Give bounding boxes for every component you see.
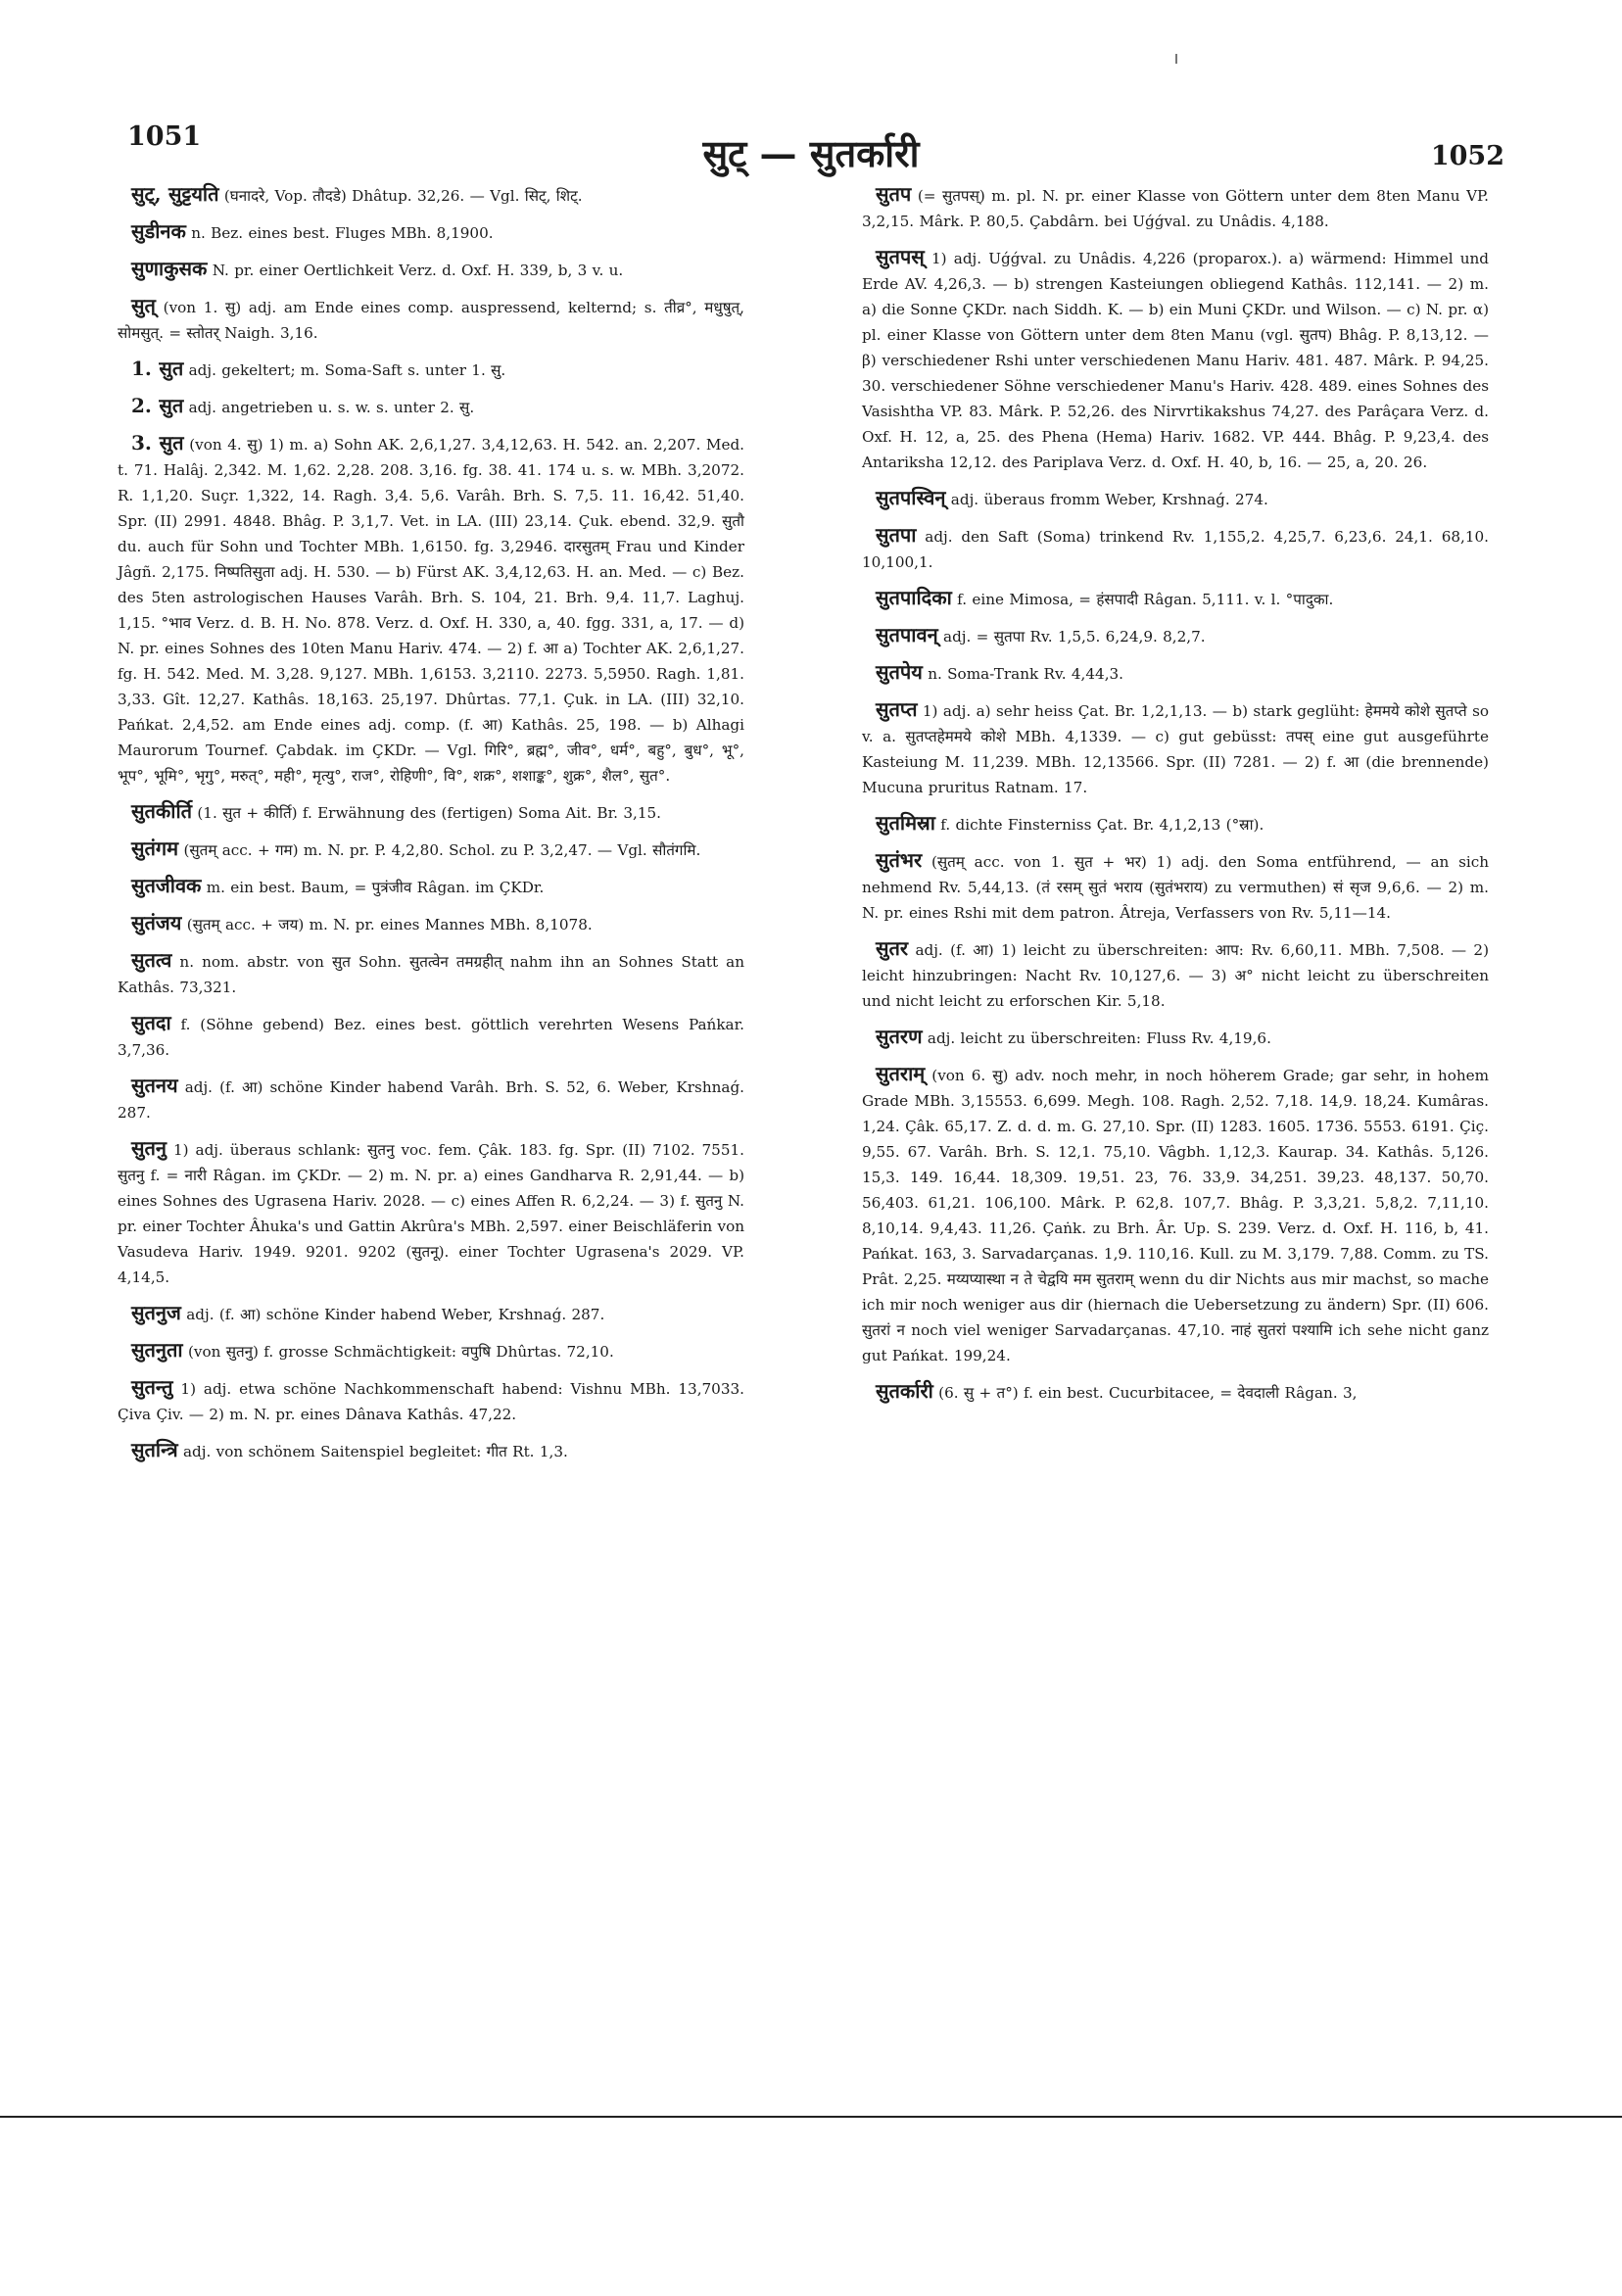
dictionary-entry [862, 585, 1489, 612]
dictionary-entry [118, 430, 744, 789]
right-column [862, 181, 1489, 1415]
entry-headword: सुतनय [131, 1074, 178, 1097]
entry-text: adj. von schönem Saitenspiel begleitet: गीत Rt. 1,3. [182, 1443, 568, 1460]
bottom-rule [0, 2116, 1622, 2118]
dictionary-entry [862, 1024, 1489, 1051]
dictionary-entry [862, 485, 1489, 512]
dictionary-entry [118, 798, 744, 826]
entry-headword: सुतनुज [131, 1301, 181, 1324]
entry-headword: 1. सुत [131, 357, 184, 380]
entry-headword: सुतनु [131, 1136, 167, 1160]
entry-text: (= सुतपस्) m. pl. N. pr. einer Klasse von Göttern unter dem 8ten Manu VP. 3,2,15. Mârk. P. 80,5. Çabdârn. bei Uǵǵval. zu Unâdis. 4,188. [862, 187, 1490, 230]
dictionary-entry [118, 836, 744, 863]
entry-text: adj. leicht zu überschreiten: Fluss Rv. 4,19,6. [927, 1029, 1271, 1047]
dictionary-entry [118, 1374, 744, 1427]
entry-headword: सुतर [876, 936, 909, 960]
entry-headword: सुतराम् [876, 1062, 926, 1085]
dictionary-entry [862, 181, 1489, 234]
dictionary-entry [118, 1135, 744, 1290]
entry-headword: सुतंभर [876, 848, 923, 872]
dictionary-entry [862, 696, 1489, 800]
dictionary-entry [118, 181, 744, 209]
page-header [118, 108, 1504, 176]
dictionary-entry [118, 1300, 744, 1327]
dictionary-entry [118, 947, 744, 1000]
entry-text: (घनादरे, Vop. तौदडे) Dhâtup. 32,26. — Vgl. सिट्, शिट्. [223, 187, 583, 205]
entry-text: f. (Söhne gebend) Bez. eines best. göttlich verehrten Wesens Pańkar. 3,7,36. [118, 1016, 744, 1059]
entry-headword: 2. सुत [131, 394, 184, 417]
entry-text: n. Soma-Trank Rv. 4,44,3. [928, 665, 1124, 683]
dictionary-entry [118, 256, 744, 283]
entry-headword: सुतन्त्रि [131, 1438, 178, 1461]
entry-text: 1) adj. a) sehr heiss Çat. Br. 1,2,1,13. — b) stark geglüht: हेममये कोशे सुतप्ते so v. a. सुतप्तहेममये कोशे MBh. 4,1339. — c) gut gebüsst: तपस् eine gut ausgeführte Kasteiung M. 11,239. MBh. 12,13566. Spr. (II) 7281. — 2) f. आ (die brennende) Mucuna pruritus Ratnam. 17. [862, 702, 1490, 796]
dictionary-entry [118, 873, 744, 900]
dictionary-entry [118, 1337, 744, 1364]
entry-text: adj. (f. आ) schöne Kinder habend Weber, Krshnaǵ. 287. [186, 1306, 605, 1323]
entry-text: adj. überaus fromm Weber, Krshnaǵ. 274. [950, 491, 1268, 508]
entry-text: 1) adj. Uǵǵval. zu Unâdis. 4,226 (proparox.). a) wärmend: Himmel und Erde AV. 4,26,3. — b) strengen Kasteiungen obliegend Kathâs. 112,141. — 2) m. a) die Sonne ÇKDr. nach Siddh. K. — b) ein Muni ÇKDr. und Wilson. — c) N. pr. α) pl. einer Klasse von Göttern unter dem 8ten Manu (vgl. सुतप) Bhâg. P. 8,13,12. — β) verschiedener Rshi unter verschiedenen Manu Hariv. 481. 487. Mârk. P. 94,25. 30. verschiedener Söhne verschiedener Manu's Hariv. 428. 489. eines Sohnes des Vasishtha VP. 83. Mârk. P. 52,26. des Nirvrtikakshus 74,27. des Parâçara Verz. d. Oxf. H. 12, a, 25. des Phena (Hema) Hariv. 1682. VP. 444. Bhâg. P. 9,23,4. des Antariksha 12,12. des Pariplava Verz. d. Oxf. H. 40, b, 16. — 25, a, 20. 26. [862, 250, 1490, 471]
dictionary-entry [862, 810, 1489, 837]
entry-text: N. pr. einer Oertlichkeit Verz. d. Oxf. H. 339, b, 3 v. u. [212, 262, 624, 279]
entry-headword: सुणाकुसक [131, 257, 208, 280]
entry-headword: सुतरण [876, 1025, 923, 1048]
entry-headword: सुतनुता [131, 1338, 183, 1362]
entry-text: adj. angetrieben u. s. w. s. unter 2. सु. [188, 399, 475, 416]
entry-text: (von 4. सु) 1) m. a) Sohn AK. 2,6,1,27. 3,4,12,63. H. 542. an. 2,207. Med. t. 71. Halâj. 2,342. M. 1,62. 2,28. 208. 3,16. fg. 38. 41. 174 u. s. w. MBh. 3,2072. R. 1,1,20. Suçr. 1,322, 14. Ragh. 3,4. 5,6. Varâh. Brh. S. 7,5. 11. 16,42. 51,40. Spr. (II) 2991. 4848. Bhâg. P. 3,1,7. Vet. in LA. (III) 23,14. Çuk. ebend. 32,9. सुतौ du. auch für Sohn und Tochter MBh. 1,6150. fg. 3,2946. दारसुतम् Frau und Kinder Jâgñ. 2,175. निष्पतिसुता adj. H. 530. — b) Fürst AK. 3,4,12,63. H. an. Med. — c) Bez. des 5ten astrologischen Hauses Varâh. Brh. S. 104, 21. Brh. 9,4. 11,7. Laghuj. 1,15. °भाव Verz. d. B. H. No. 878. Verz. d. Oxf. H. 330, a, 40. fgg. 331, a, 17. — d) N. pr. eines Sohnes des 10ten Manu Hariv. 474. — 2) f. आ a) Tochter AK. 2,6,1,27. fg. H. 542. Med. M. 3,28. 9,127. MBh. 1,6153. 3,2110. 2273. 5,5950. Ragh. 1,81. 3,33. Gît. 12,27. Kathâs. 18,163. 25,197. Dhûrtas. 77,1. Çuk. in LA. (III) 32,10. Pańkat. 2,4,52. am Ende eines adj. comp. (f. आ) Kathâs. 25, 198. — b) Alhagi Maurorum Tournef. Çabdak. im ÇKDr. — Vgl. गिरि°, ब्रह्म°, जीव°, धर्म°, बहु°, बुध°, भू°, भूप°, भूमि°, भृगु°, मरुत्°, मही°, मृत्यु°, राज°, रोहिणी°, वि°, शक्र°, शशाङ्क°, शुक्र°, शैल°, सुत°. [118, 436, 745, 785]
entry-text: f. dichte Finsterniss Çat. Br. 4,1,2,13 (°स्रा). [940, 816, 1264, 834]
entry-text: adj. (f. आ) 1) leicht zu überschreiten: आप: Rv. 6,60,11. MBh. 7,508. — 2) leicht hinzubringen: Nacht Rv. 10,127,6. — 3) अ° nicht leicht zu überschreiten und nicht leicht zu erforschen Kir. 5,18. [862, 941, 1490, 1010]
entry-headword: सुतर्कारी [876, 1379, 933, 1403]
entry-headword: सुतंजय [131, 911, 182, 934]
dictionary-entry [862, 1378, 1489, 1406]
entry-headword: सुट्, सुट्टयति [131, 182, 219, 206]
dictionary-entry [862, 847, 1489, 926]
dictionary-entry [118, 1010, 744, 1063]
dictionary-entry [862, 1061, 1489, 1368]
entry-headword: सुतमिस्रा [876, 811, 935, 835]
entry-text: n. Bez. eines best. Fluges MBh. 8,1900. [191, 224, 494, 242]
dictionary-entry [118, 1437, 744, 1464]
entry-text: (सुतम् acc. von 1. सुत + भर) 1) adj. den Soma entführend, — an sich nehmend Rv. 5,44,13. (तं रसम् सुतं भराय (सुतंभराय) zu vermuthen) सं सृज 9,6,6. — 2) m. N. pr. eines Rshi mit dem patron. Âtreja, Verfassers von Rv. 5,11—14. [862, 853, 1490, 922]
entry-text: 1) adj. etwa schöne Nachkommenschaft habend: Vishnu MBh. 13,7033. Çiva Çiv. — 2) m. N. pr. eines Dânava Kathâs. 47,22. [118, 1380, 745, 1423]
entry-text: adj. gekeltert; m. Soma-Saft s. unter 1. सु. [188, 361, 506, 379]
running-title: सुट् — सुतर्कारी [702, 131, 920, 175]
entry-headword: सुतजीवक [131, 874, 202, 897]
entry-headword: सुतन्तु [131, 1375, 173, 1399]
entry-text: f. eine Mimosa, = हंसपादी Râgan. 5,111. v. l. °पादुका. [957, 591, 1334, 608]
entry-text: adj. den Saft (Soma) trinkend Rv. 1,155,2. 4,25,7. 6,23,6. 24,1. 68,10. 10,100,1. [862, 528, 1489, 571]
dictionary-entry [862, 522, 1489, 575]
entry-headword: सुतकीर्ति [131, 799, 193, 823]
entry-headword: सुतप [876, 182, 912, 206]
dictionary-entry [118, 1073, 744, 1125]
entry-headword: सुतपादिका [876, 586, 952, 609]
entry-headword: सुतत्व [131, 948, 172, 972]
entry-headword: सुतपेय [876, 660, 923, 684]
entry-text: (von 1. सु) adj. am Ende eines comp. auspressend, kelternd; s. तीव्र°, मधुषुत्, सोमसुत्. = स्तोतर् Naigh. 3,16. [118, 299, 744, 342]
entry-text: (von सुतनु) f. grosse Schmächtigkeit: वपुषि Dhûrtas. 72,10. [187, 1343, 614, 1361]
entry-text: (von 6. सु) adv. noch mehr, in noch höherem Grade; gar sehr, in hohem Grade MBh. 3,15553. 6,699. Megh. 108. Ragh. 2,52. 7,18. 14,9. 18,24. Kumâras. 1,24. Çâk. 65,17. Z. d. d. m. G. 27,10. Spr. (II) 1283. 1605. 1736. 5553. 6191. Çiç. 9,55. 67. Varâh. Brh. S. 12,1. 75,10. Vâgbh. 1,12,3. Kaurap. 34. Kathâs. 5,126. 15,3. 149. 16,44. 18,309. 19,51. 23, 76. 33,9. 34,251. 39,23. 48,137. 50,70. 56,403. 61,21. 106,100. Mârk. P. 62,8. 107,7. Bhâg. P. 3,3,21. 5,8,2. 7,11,10. 8,10,14. 9,4,43. 11,26. Çaṅk. zu Brh. Âr. Up. S. 239. Verz. d. Oxf. H. 116, b, 41. Pańkat. 163, 3. Sarvadarçanas. 1,9. 110,16. Kull. zu M. 3,179. 7,88. Comm. zu TS. Prât. 2,25. मय्यप्यास्था न ते चेद्वयि मम सुतराम् wenn du dir Nichts aus mir machst, so mache ich mir noch weniger aus dir (hiernach die Uebersetzung zu ändern) Spr. (II) 606. सुतरां न noch viel weniger Sarvadarçanas. 47,10. नाहं सुतरां पश्यामि ich sehe nicht ganz gut Pańkat. 199,24. [862, 1067, 1490, 1364]
dictionary-entry [862, 622, 1489, 649]
left-column [118, 181, 744, 1474]
page-number-left: 1051 [127, 121, 202, 152]
entry-text: n. nom. abstr. von सुत Sohn. सुतत्वेन तमग्रहीत् nahm ihn an Sohnes Statt an Kathâs. 73,321. [118, 953, 744, 996]
entry-headword: सुतपा [876, 523, 917, 547]
entry-text: (1. सुत + कीर्ति) f. Erwähnung des (fertigen) Soma Ait. Br. 3,15. [197, 804, 661, 822]
entry-headword: सुडीनक [131, 219, 186, 243]
entry-text: 1) adj. überaus schlank: सुतनु voc. fem. Çâk. 183. fg. Spr. (II) 7102. 7551. सुतनु f. = नारी Râgan. im ÇKDr. — 2) m. N. pr. a) eines Gandharva R. 2,91,44. — b) eines Sohnes des Ugrasena Hariv. 2028. — c) eines Affen R. 6,2,24. — 3) f. सुतनु N. pr. einer Tochter Âhuka's und Gattin Akrûra's MBh. 2,597. einer Beischläferin von Vasudeva Hariv. 1949. 9201. 9202 (सुतनू). einer Tochter Ugrasena's 2029. VP. 4,14,5. [118, 1141, 744, 1286]
entry-text: (6. सु + त°) f. ein best. Cucurbitacee, = देवदाली Râgan. 3, [938, 1384, 1358, 1402]
entry-headword: सुतपावन् [876, 623, 938, 646]
entry-text: adj. = सुतपा Rv. 1,5,5. 6,24,9. 8,2,7. [943, 628, 1206, 646]
entry-headword: सुतप्त [876, 697, 918, 721]
entry-headword: सुत् [131, 294, 156, 317]
entry-text: (सुतम् acc. + जय) m. N. pr. eines Mannes MBh. 8,1078. [186, 916, 593, 933]
entry-headword: सुतदा [131, 1011, 171, 1034]
page-number-right: 1052 [1430, 141, 1504, 171]
entry-headword: 3. सुत [131, 431, 184, 454]
entry-headword: सुतपस्विन् [876, 486, 946, 509]
dictionary-entry [118, 356, 744, 383]
dictionary-entry [118, 910, 744, 937]
dictionary-entry [118, 218, 744, 246]
entry-headword: सुतपस् [876, 245, 925, 268]
entry-text: (सुतम् acc. + गम) m. N. pr. P. 4,2,80. Schol. zu P. 3,2,47. — Vgl. सौतंगमि. [183, 841, 701, 859]
dictionary-entry [118, 393, 744, 420]
entry-headword: सुतंगम [131, 837, 179, 860]
dictionary-entry [118, 293, 744, 346]
entry-text: adj. (f. आ) schöne Kinder habend Varâh. Brh. S. 52, 6. Weber, Krshnaǵ. 287. [118, 1078, 744, 1122]
scan-mark [1175, 54, 1177, 64]
entry-text: m. ein best. Baum, = पुत्रंजीव Râgan. im ÇKDr. [206, 879, 545, 896]
dictionary-entry [862, 659, 1489, 687]
dictionary-entry [862, 935, 1489, 1014]
dictionary-entry [862, 244, 1489, 475]
